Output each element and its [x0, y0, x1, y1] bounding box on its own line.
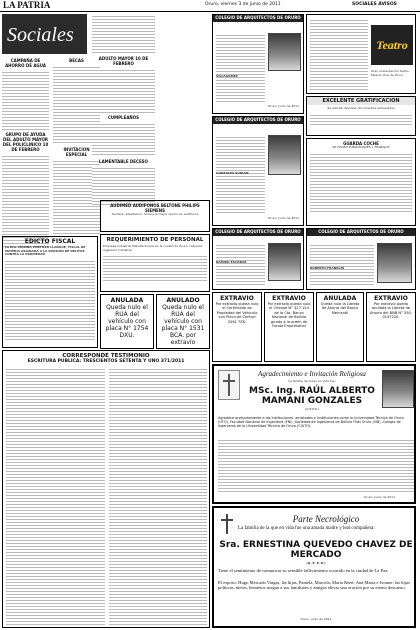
sociales-banner	[2, 14, 87, 54]
cross-icon	[218, 370, 240, 400]
extravio-ad-4	[366, 292, 416, 362]
necrologico-footer: Oruro, junio de 2011	[300, 617, 332, 621]
agradecimiento-body	[218, 438, 414, 494]
ad-text: Por extravío queda anulada la Libreta de Ahorro del BNB N° 550-0147220.	[369, 302, 413, 320]
person-name: ROBERTO FRANKLIN	[310, 266, 345, 270]
teatro-logo: Teatro	[371, 25, 413, 65]
ad-body	[310, 243, 374, 287]
article-body	[92, 68, 155, 113]
article-heading: LAMENTABLE DECESO	[99, 159, 148, 164]
testimonio-section	[2, 350, 210, 628]
ad-body	[103, 254, 207, 282]
section-name: SOCIALES AVISOS	[352, 2, 397, 7]
edicto-title: EDICTO FISCAL	[24, 238, 76, 245]
ad-text: SE HACEN PUBLICIDADES Y TRABAJOS	[332, 145, 390, 149]
ad-title: COLEGIO DE ARQUITECTOS DE ORURO	[307, 229, 415, 236]
ad-title: GUARDA COCHE	[343, 141, 379, 146]
person-name: GONZALES SURIAM	[216, 171, 249, 175]
ad-title: EXTRAVIO	[220, 295, 254, 302]
ad-text: Empresa Industrial Manufacturera en la ciudad de Oruro, requiere ingeniero industrial	[103, 244, 202, 252]
ad-title: ANULADO	[166, 297, 200, 304]
article-body	[92, 122, 155, 157]
article-heading: INVITACION ESPECIAL	[63, 147, 90, 157]
cross-icon	[218, 512, 236, 536]
teatro-ad	[306, 14, 416, 94]
edicto-text: La Dra. MARINA PORTILLO LLANQUE, FISCAL DE MATERIA ASIGNADA A LA DIVISION DE DELITOS CONTRA LA PROPIEDAD	[5, 245, 86, 257]
ad-body	[310, 152, 412, 214]
article-body	[2, 70, 49, 130]
agradecimiento-footer: Oruro, junio de 2011	[364, 495, 396, 499]
ad-title: AUDIMED AUDIFONOS BELTONE PHILIPS SIEMENS	[110, 203, 200, 213]
testimonio-title: CORRESPONDE TESTIMONIO	[62, 353, 150, 359]
article-heading: CAMPAÑA DE AHORRO DE AGUA	[5, 58, 46, 68]
person-photo	[268, 33, 301, 71]
page-header	[0, 0, 420, 12]
audifono-ad	[100, 200, 210, 232]
ad-body	[310, 18, 368, 92]
colegio-ad-4	[306, 228, 416, 290]
sociales-col-3	[92, 14, 155, 206]
agradecimiento-section	[212, 364, 416, 504]
article-heading: BECAS	[69, 58, 84, 63]
agradecimiento-text: Agradece profundamente a las Instituciones, amistades e instituciones como la Universidad Técnica de Oruro (UTO), Facultad Nacional de Ingeniería (FNI), Sociedad de Ingenieros de Bolivia Filial Oruro (SIB), Colegio de Ingenieros de la Universidad Técnica de Oruro (CIUTO).	[218, 416, 404, 429]
agradecimiento-lead: La familia de quien en vida fue:	[288, 379, 336, 383]
colegio-ad-1	[212, 14, 304, 114]
ad-date: Oruro, junio de 2011	[268, 216, 300, 220]
article-body	[2, 154, 49, 249]
edicto-body	[5, 259, 95, 341]
sociales-col-1	[2, 58, 49, 249]
necrologico-title: Parte Necrológico	[292, 514, 360, 524]
person-photo	[382, 370, 414, 408]
anulada-ad-1	[100, 294, 154, 349]
newspaper-name: LA PATRIA	[3, 0, 51, 10]
extravio-ad-1	[212, 292, 262, 362]
ad-text: Queda nulo el RUA del vehículo con placa N° 1754 DXU.	[105, 304, 149, 339]
ad-text: Por extravío queda nulo el Cheque N° 327 154 de la Cta. Banco Nacional de Bolivia girado a la orden de Fondo Empresarial	[267, 302, 311, 329]
extravio-ad-2	[264, 292, 314, 362]
anulada-ad-2	[156, 294, 210, 349]
ad-body	[216, 243, 265, 287]
ad-title: ANULADA	[323, 295, 357, 302]
ad-title: COLEGIO DE ARQUITECTOS DE ORURO	[213, 15, 303, 22]
ad-text: Sordera, adaptacion. Somos la mejor opcion en audifonos	[111, 212, 199, 216]
person-photo	[268, 135, 301, 175]
ad-date: Oruro, junio de 2011	[268, 104, 300, 108]
ad-body	[216, 33, 265, 103]
testimonio-subtitle: ESCRITURA PUBLICA: TRESCIENTOS SETENTA Y UNO 371/2011	[27, 359, 185, 364]
deceased-name: MSc. Ing. RAÚL ALBERTO MAMANI GONZALES	[249, 386, 375, 406]
testimonio-body-right	[109, 367, 207, 625]
ad-text: Queda nula la Libreta de Ahorro del Banco Mercantil	[320, 302, 360, 315]
excelente-ad	[306, 96, 416, 136]
necrologico-text: Tiene el sentimiento de comunicar su sensible fallecimiento ocurrido en la ciudad de La Paz.	[218, 568, 389, 573]
article-heading: CUMPLEAÑOS	[107, 115, 140, 120]
sociales-title: Sociales	[7, 24, 74, 46]
ad-title: EXCELENTE GRATIFICACION	[307, 97, 415, 105]
person-name: RAMIRO ESCOBAR	[216, 260, 247, 264]
necrologico-section	[212, 506, 416, 628]
anulada-ad-3	[316, 292, 364, 362]
ad-text: Se solicita devolver documentos extraviados	[327, 106, 395, 110]
necrologico-text-2: El esposo: Hugo Mercado Vargas, las hijas, Pamela, Marcela, Maria René, Ana Maria e Ivonne; las hijas políticas, nietos, bisnietos ruegan a sus familiares y amigos elevar una oración por su eterno descanso.	[218, 580, 410, 591]
article-heading: ADULTO MAYOR 10 DE FEBRERO	[98, 56, 149, 66]
necrologico-lead: La familia de la que en vida fue una amada madre y leal compañera:	[238, 526, 375, 531]
person-name: VILLAGOMEZ	[216, 74, 238, 78]
article-body	[92, 14, 155, 54]
testimonio-body-left	[6, 367, 105, 625]
requerimiento-ad	[100, 234, 210, 292]
colegio-ad-3	[212, 228, 304, 290]
ad-text: Queda nulo el RUA del vehículo con placa N° 1531 BCA. por extravío	[161, 304, 205, 346]
ad-text: Gran presentación Teatro Palacio Cine de Oruro	[371, 69, 409, 77]
ad-title: REQUERIMIENTO DE PERSONAL	[106, 237, 204, 243]
page-date: Oruro, viernes 3 de junio de 2011	[205, 2, 281, 7]
ad-text: Por extravío queda nulo el Certificado de Propiedad del Vehículo con Placa de Control 2061 TZK.	[215, 302, 259, 324]
qepd-label: (Q. E. P. D.)	[306, 561, 326, 565]
colegio-ad-2	[212, 116, 304, 226]
ad-title: ANULADA	[110, 297, 144, 304]
ad-title: COLEGIO DE ARQUITECTOS DE ORURO	[213, 117, 303, 124]
person-photo	[377, 243, 412, 283]
article-heading: GRUPO DE AYUDA DEL ADULTO MAYOR DEL POLICLINICO 10 DE FEBRERO	[2, 132, 49, 152]
agradecimiento-title: Agradecimiento e Invitación Religiosa	[258, 370, 366, 378]
person-photo	[268, 243, 301, 281]
edicto-fiscal	[2, 236, 98, 348]
ad-title: EXTRAVIO	[272, 295, 306, 302]
ad-title: EXTRAVIO	[374, 295, 408, 302]
guarda-coche-ad	[306, 138, 416, 226]
ad-title: COLEGIO DE ARQUITECTOS DE ORURO	[213, 229, 303, 236]
qepd-label: (Q.E.P.D.)	[304, 407, 320, 411]
deceased-name: Sra. ERNESTINA QUEVEDO CHAVEZ DE MERCADO	[219, 540, 413, 560]
ad-body	[310, 113, 412, 127]
